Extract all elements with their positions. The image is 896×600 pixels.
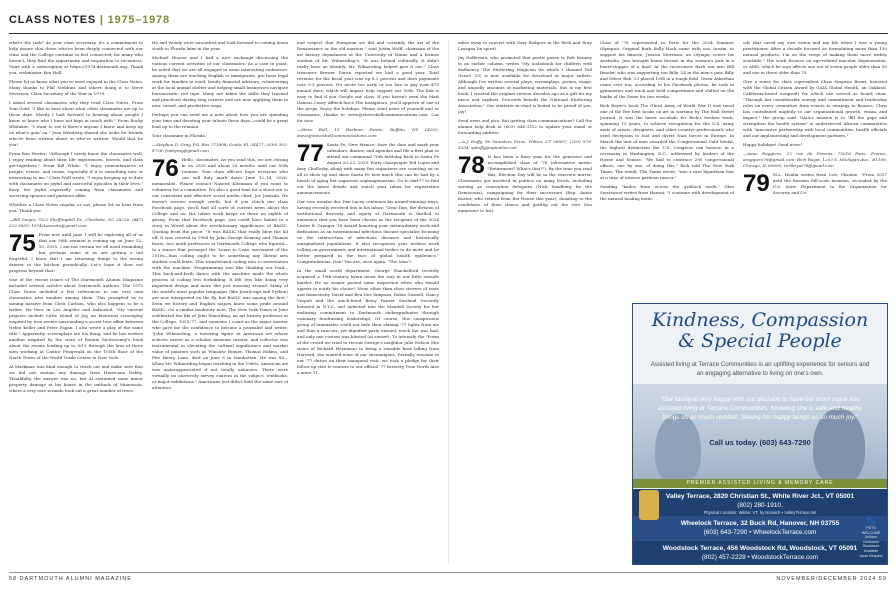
- paragraph: Rick Beyer's book The Ghost Army of World War II was rated one of the five best books on art in wartime by The Wall Street Journal. It was the latest accolade for Rick's tireless work, spanning 15 years, to achieve recognition for the U.S. Army units of artists, designers, and other creative professionals who used deception to fool and divert Nazi forces in Europe. In March the unit of men awarded the Congressional Gold Medal, the highest distinction the U.S. Congress can bestow, in a ceremony in Washington, D.C., addressed by leaders of the House and Senate. "We had to convince 290 congressional offices, one by one, of doing this," Rick told The New York Times. The result, The Times wrote, "was a rare bipartisan feat at a time of intense partisan rancor.": [600, 103, 734, 180]
- location-woodstock-terrace[interactable]: [633, 541, 887, 565]
- issue-date: NOVEMBER/DECEMBER 2024: [776, 576, 877, 582]
- section-divider: |: [99, 14, 108, 26]
- terrace-communities-ad[interactable]: [632, 303, 888, 565]
- publication-name: DARTMOUTH ALUMNI MAGAZINE: [19, 576, 132, 582]
- page-number-left: 58: [9, 576, 18, 582]
- class-signature: —Stephen D. Gray, P.O. Box 771808, Ocala, FL 34477; (630) 302-8728; fraitgray@gmail.com: [152, 142, 288, 153]
- page-header: [0, 0, 896, 40]
- disclosure-note: Uniform Consumer Disclosure Available Upon Request: [859, 535, 883, 558]
- paragraph: Hello, classmates. As you read this, we are closing in on 2025 and about 20 months until our 50th reunion. Your class officers hope everyone who can will duly mark dates June 12–14, 2026, memorable. Please contact Naseed Kleinman if you want to volunteer for a committee. It's also a good time for a shout-out to our consistent and effective social media chief, Joe Jasinski. He doesn't receive enough credit, but if you check our class Facebook page, you'll find all sorts of current news about the College and us. His talent work keeps us there an eighth of giving. From that Facebook page, you could have linked to a story in Wired about the revolutionary significance of BASIC. Quoting from the piece: "It was BASIC that really blew the lid off. It was created in 1964 by John George Kemeny and Thomas Kurtz, two math professors at Dartmouth College who figured—to a stance that presaged the 'Learn to Code' movement of the 2010s—that coding ought to be something any liberal arts student could learn. This transformed coding into a conversation with the machine. Programming was like thinking out loud... This back-and-forth dance with the machine made the whole process of coding less forbidding. It felt less like doing very important design and more like just messing around. Many of the world's most popular languages (like JavaScript and Python) are now interpreted on the fly, but BASIC was among the first." Even we history and English majors knew some pride around BASIC. On a similar laudatory note, The New York Times in June celebrated the life of John Winerding, an art history professor at the College, 1955–77, and someone I count as the major mentor who gave me the confidence to become a journalist and writer, "John Wilmerding, a towering figure in American art whose eclectic career as a scholar, museum curator, and collector was instrumental in elevating the cultural significance and market value of painters such as Winslow Homer, Thomas Eakins, and Fitz Henry Lane, died on June 6 in Manhattan. He was 85... When Mr. Wilmerding began teaching in the 1960s, American art was underappreciated if not totally unknown. There were virtually no university survey courses in the subject, textbooks, or major exhibitions." Americans just didn't hold the same sort of attention: [152, 157, 288, 390]
- paragraph: Perhaps you can send me a note about how you are spending your time and devoting your talents these days—could be a great lead up to the reunion.: [152, 112, 288, 129]
- column-6: [743, 40, 887, 302]
- award-badge-icon: [639, 490, 659, 520]
- paw-icon: 🐾: [866, 516, 876, 525]
- paragraph: and respect that European art did and certainly the art of the Renaissance or the old masters," said Justin Wolff, chairman of the art history department at the University of Maine and a former student of Mr. Wilmerding's. "It was behind culturally. It didn't really have an identity. Mr. Wilmerding helped give it one." Class treasurer Brewer Doran reported we had a good year. Total revenue for the fiscal year was up 8.2 percent and dues payments rose 9.3 percent. It's never too early or too late to pay your $75 annual dues, which will impact help support our 50th. The link is easy to find if you Google our class. If you haven't seen the Matt Damon–Casey Affleck farce The Instigators, you'll approve of one of the props. Enjoy the holidays. Please send news of yourself and or classmates, thanks to steve@steveshellcommunications.com. Cas for now.: [297, 40, 439, 123]
- class-signature: —Bill Geiger, 7522 Sheffingdell Dr., Charlotte, NC 28226; (847) 322-5939; 1974classnote@gmail.com: [9, 217, 143, 228]
- paragraph: One of the recent issues of The Dartmouth Alumni Magazine included several articles about Dartmouth authors. The 1975 Class Notes included a few references to our very own classmates who number among them. This prompted us to mining missive from Chris Carlson, who also happens to be a writer. He lives in Los Angeles and indicated, "My current projects include Little Island of Joy, an historical screenplay inspired by true events surrounding a secret love affair between Helen Keller and Peter Fagan. I also wrote a play of the same title." Apparently, screenplays are his thing, and he has written another inspired by the story of Bonnie McSweeney's book about the events leading up to 9/11 through the lens of three men working at Cantor Fitzgerald on the 105th floor of the North Tower of the World Trade Center in New York.: [9, 277, 143, 360]
- class-signature: —Steve Bell, 13 Harbour Pointe, Buffalo, NY 14202; steve@steveshellcommunications.com: [297, 127, 439, 138]
- class-year-number: 76: [152, 155, 179, 182]
- ad-headline: [633, 310, 887, 352]
- location-valley-terrace[interactable]: [633, 489, 887, 516]
- pets-label: PETS WELCOME: [861, 526, 881, 535]
- class-year-number: 79: [743, 170, 770, 197]
- ad-headline-line-1: Kindness, Compassion: [651, 309, 869, 331]
- pets-welcome: [859, 516, 883, 558]
- section-years: 1975–1978: [107, 14, 170, 26]
- location-name: Woodstock Terrace, 456 Woodstock Rd, Woodstock, VT 05091: [662, 545, 858, 552]
- footer-right: [776, 576, 887, 582]
- column-5: [600, 40, 734, 302]
- header-rule: [9, 33, 888, 34]
- location-wheelock-terrace[interactable]: [633, 516, 887, 541]
- paragraph: I asked several classmates why they read Class Notes. From Tom Gold: "I like to hear about what other classmates are up to these days. Mostly I look forward to hearing about people I know or knew who I have not kept in touch with." From Rocky Whitaker: "I want to see if there's anyone I know and keep up on what's goin' on." Jean Weinberg shared she looks for friends who've been written about or who've written. Would that be you?: [9, 100, 143, 147]
- paragraph: It has been a busy year for the generous and accomplished class of '78 (alternative motto: "Retirement? What's that?"). By the time you read this, Election Day will be in the rearview mirror. Classmates got involved in politics on many levels, including serving as convention delegates (Nick Sandberg for the Democrats), campaigning for their successors (Rep. Annie Kuster, who retired from the House this year), donating to the candidates of their choice and getting out the vote (too numerous to list).: [458, 154, 592, 213]
- column-2: [152, 40, 288, 565]
- paragraph: Al Markman was kind enough to reach out and make sure that we did not sustain any damage from Hurricane Debby. Thankfully, the answer was no, but Al sustained some minor property damage at his house in the outback of Minnesota, where a very rare tornado took out a great number of trees.: [9, 364, 143, 393]
- class-signature: —Anne Ruggiero, 12 rue de Provins, 75018 Paris, France; aruggiero78@gmail.com; Rich Rayat, 1203 S. Michigan Ave., #1106, Chicago, IL 60605; richbryat78@gmail.com: [743, 151, 887, 168]
- paragraph: Please let us know what you've most enjoyed in the Class Notes. Many thanks to Phil Stebbins and others doing it to Steve Severson, Class Secretary of the Year in 1979.: [9, 79, 143, 96]
- column-1: [9, 40, 143, 565]
- section-title: [9, 14, 170, 26]
- paragraph: Jay Heffernan, who promoted that poetic pause to Rob Kenney in an earlier column, writes "My audiobook for children with disfluency, The Stuttering Magician (in which I channel Ted Geisel '25) is now available for download at major outlets. Although I've written several plays, screenplays, poems, songs, and ungodly amounts of marketing materials, this is my first book. I created the original version decades ago as a gift for my niece and nephew. Proceeds benefit the National Stuttering Association." Our stutterer-in-chief is bound to be proud of you, Jay!: [458, 55, 592, 114]
- paragraph: In the small world department, George Shackelford recently acquired a 19th-century hymn down the way in our little seaside hamlet. He no sooner posted some inspection when who should appear to notify his choice? None other than class strivers of taste and domesticity David and Bea Dee Simpson, Robin Gosnell, Nancy Vespoli and the much-feted Betsy Fauver Sizeland (recently honored in N.Y.C. and inducted into the Mandell Society for her enduring commitment to Dartmouth undergraduates through visionary fundraising leadership). Of course, this conspicuous group of luminaries could not bide their shining '77 lights from me and thus a raucous, yet dignified party ensued, much fun was had, and only one custom was blasted (at sunset). To intensify the "Poem of the crowd we tried to recruit George's neighbor Julie Nelson (the sister of Richard Heynman) to bring a sensible bass lalling from Harvard, she wanted none of our shenanigans. Partially resolute in our '77 duties on their inaugural visit, we took a pledge for their follow-up visit to venture to our official '77 brewery True North Ales a mere 11: [297, 268, 439, 375]
- paragraph: Michael Hoover and I had a nice exchange discussing the various current activities of our classmates. As a case in point, he noted that we are all engaged in some interesting endeavors. Among them are teaching English to immigrants, pro bono legal work for families in need, family financial advisory, volunteering at the local animal shelter and helping small businesses navigate bureaucratic red tape. Many are taken the skills they learned and practiced during long careers and are now applying them in new, varied, and productive ways.: [152, 55, 288, 108]
- section-name: CLASS NOTES: [9, 14, 97, 26]
- paragraph: From now until June 1 will be exploring all of us that our 50th reunion is coming up on June 12–15, 2025. I am not certain we all need reminding but perhaps some of us are getting a tad forgetful. I know that I am returning things to the wrong drawer in the kitchen periodically. Let's hope it does not progress beyond that!: [9, 232, 143, 273]
- class-year-number: 75: [9, 230, 36, 257]
- paragraph: Give a rouse for class copresident Chris Simpson Brunt, honored with the Global Citizen Award by GAIA Global Health, an Oakland, California-based nonprofit for which she served as board chair. "Through her considerable energy and commitment and leadership roles on every committee from events to strategy to finance, Chris has contributed mightily to our organizational growth, vision, and impact," the group said. GAIA's mission is to "fill the gaps and strengthen the health system" in underserved African communities with "innovative partnership with local communities, health officials and our implementing and development partners.": [743, 79, 887, 138]
- paragraph: M.L. Healin writes from Lviv, Ukraine, "From 2017 until the Russian full-scale invasion, seconded by the U.S. State Department to the Organization for Security and Co-: [772, 172, 887, 195]
- paragraph: From Ron Hester: "Although I rarely know the classmates well, I enjoy reading about their life experiences, travels, and class get-togethers." From Bill White: "I enjoy remembrances of people, events, and terms, especially if it is something new or interesting to me." Chris Wolf wrote, "I enjoy keeping up to date with classmates on joyful and sorrowful episodes in their lives." Keep the joyful especially coming from classmates and surviving spouses and partners alike.: [9, 151, 143, 198]
- ad-headline-line-2: & Special People: [678, 330, 842, 352]
- paragraph: He and Wendy were unscathed and look forward to coming down south to Florida later in the year.: [152, 40, 288, 51]
- paragraph: Happy holidays! Send news!: [743, 142, 803, 147]
- location-name: Wheelock Terrace, 32 Buck Rd, Hanover, NH 03755: [680, 520, 840, 527]
- paragraph: Santa Fe, New Mexico: Save the date and mark your calendars, diaries, and agendas and file a first plan to attend our communal 70th birthday bash in Santa Fe August 20–22, 2025. Party chairpeople Ted Lopes and Amy Chollosky, along with many fun organizers are counting on us all to show up and show Santa Fe how much this can be had by a bunch of aging but sagacious septuagenarians. Go to dart77 to find out the latest details and watch your inbox for registration announcements.: [297, 142, 439, 195]
- location-phone: (802) 457-2228 • WoodstockTerrace.com: [701, 554, 819, 561]
- location-name: Valley Terrace, 2820 Christian St., White River Jct., VT 05001: [665, 493, 855, 500]
- location-phone: (802) 280-1910.: [737, 502, 783, 509]
- class-signature: —A.J. Duffy, 90 Saunders Drive, Wilton, CT 06897; (203) 979-3334; ajduffy@optonline.net: [458, 139, 592, 150]
- class-year-number: 78: [458, 152, 485, 179]
- paragraph: ods that saved my own vision and my life when I was a young practitioner. After a decade focused on formulating more than 150 natural products, I'm on the verge of making them more widely available." His work focuses on age-related macular degeneration, or AMD, which he says affects one out of seven people older than 50 and one in three older than 75.: [743, 40, 887, 75]
- paragraph: Sending "kudos from across the gridlock earth," Glen Swartwout writes from Hawaii: "I continue with development of the natural healing meth-: [600, 184, 734, 201]
- paragraph: Class of '78 represented in Paris for the 2024 Summer Olympics. Original Barb Kelly Hack came with son, Austin, to support his fiancée, Jessica Morrison, an Olympic rower for Australia. Jess brought home bronze in the women's pair in a heart-stopper of a final. At the racecourse Barb ran into Bill Bender, who was supporting son Billy '24 in the men's pair. Billy and Oliver Bub '23 placed 10th in a tough field. Gwen Askeehan came over too; according to his Facebook photos, he took in gymnastics and track and field competitions and chilled on the banks of the Seine for two weeks.: [600, 40, 734, 99]
- ad-call-line[interactable]: Call us today. (603) 643-7290: [709, 438, 811, 447]
- page-number-right: 59: [878, 576, 887, 582]
- paragraph: Our own wonder doc Dan Lacey continues his award-winning ways, having recently received this in his inbox: "Dear Dan, the division of institutional diversity and equity at Dartmouth is thrilled to announce that you have been chosen as the recipient of the 2024 Lester B. Granger '18 Award honoring your extraordinary work and dedication as an international infectious disease specialist focusing on the intersection of infectious diseases and historically marginalized populations. It also recognizes your tireless work calling on governments and international bodies to do more and be better prepared in the face of global health epidemics." Congratulations, Dan! You are, once again, "The Man"!: [297, 199, 439, 264]
- paragraph: Your classmate in Florida.: [152, 133, 207, 138]
- class-year-number: 77: [297, 140, 324, 167]
- paragraph: Whether a Class Notes regular or not, please let us hear from you. Thank you.: [9, 202, 143, 213]
- photo-person-left: [655, 414, 701, 484]
- paragraph: what's the task? As your class secretary, it's a commitment to help assure that those who've been deeply connected with our class and the College continue to feel connected; for many who haven't, they find the opportunity and inspiration to reconnect. Start with a subscription at https://1974.dartmouth.org. Thank you, webmaster Ken Hall.: [9, 40, 143, 75]
- paragraph: Send news and pics. But getting class communications? Call the alumni help desk at (603) 646-3312 to update your email or forwarding address.: [458, 118, 592, 135]
- ad-testimonial: "Our family is very happy with our decision to have our mom move into assisted living at Terrace Communities. Knowing she is safe and healthy brings us so much comfort. Seeing her happy brings us so much joy.": [657, 396, 863, 421]
- ad-band: PREMIER ASSISTED LIVING & MEMORY CARE: [633, 479, 887, 488]
- location-phone: (603) 643-7290 • WheelockTerrace.com: [703, 529, 817, 536]
- page-footer: [0, 572, 896, 592]
- ad-intro: Assisted living at Terrace Communities is an uplifting experience for seniors and an engaging alternative to living on one's own.: [650, 361, 870, 377]
- footer-rule: [9, 572, 888, 573]
- column-3: [297, 40, 439, 565]
- location-detail: Physical Location: Wilder, VT, by Norwich • ValleyTerrace.net: [703, 510, 817, 515]
- footer-left: [9, 576, 132, 582]
- column-4: [458, 40, 592, 302]
- page-gutter: [448, 40, 449, 564]
- paragraph: miles away to convert with Gary Rodgers in the flesh and Rory Lasagna (in spirit).: [458, 40, 592, 51]
